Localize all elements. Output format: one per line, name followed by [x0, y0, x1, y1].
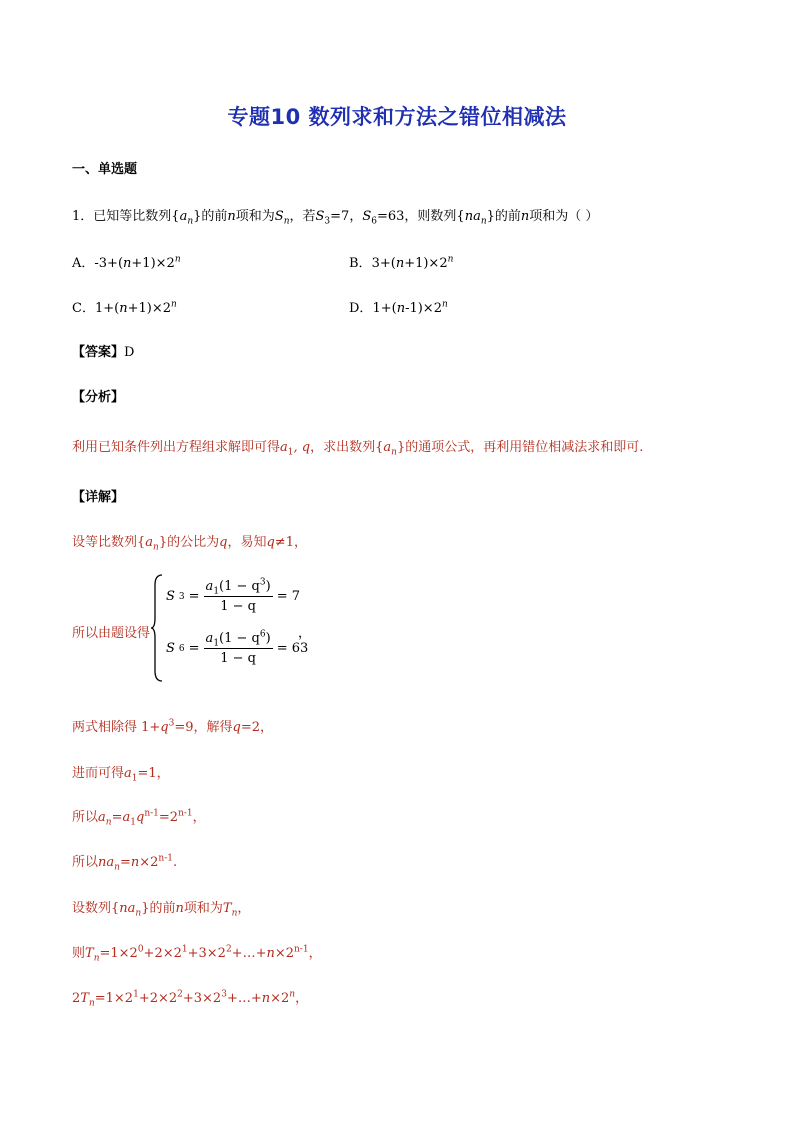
fraction-s3: $\frac{a_1(1 - q^3)}{1 - q}$ [205, 577, 271, 614]
option-a[interactable]: A．$-3+(n+1)\times 2^n$ [72, 254, 181, 271]
detail-line-8: 则$T_n=1\times 2^0+2\times 2^1+3\times 2^2+\dots+n\times 2^{n-1}$， [72, 944, 322, 964]
answer-value: D [124, 345, 135, 360]
detail-line-5: 所以$a_n=a_1q^{n-1}=2^{n-1}$， [72, 808, 206, 828]
detail-line-1: 设等比数列$\{a_n\}$的公比为q，易知q≠1， [72, 535, 307, 553]
detail-line-9: $2T_n=1\times 2^1+2\times 2^2+3\times 2^3+\dots+n\times 2^n$， [72, 989, 309, 1009]
fraction-s6: $\frac{a_1(1 - q^6)}{1 - q}$ [205, 629, 271, 666]
equation-s6: S 6 = $\frac{a_1(1 - q^6)}{1 - q}$ = 63 [166, 629, 309, 666]
detail-line-7: 设数列$\{na_n\}$的前n项和为$T_n$， [72, 901, 251, 919]
analysis-text: 利用已知条件列出方程组求解即可得$a_1$, q，求出数列$\{a_n\}$的通项公式，再利用错位相减法求和即可. [72, 440, 644, 458]
detail-line-4: 进而可得$a_1=1$， [72, 766, 170, 784]
detail-line-3: 两式相除得 $1+q^3=9$，解得q=2， [72, 718, 274, 735]
question-text: 1．已知等比数列$\{a_n\}$的前n项和为$S_n$，若$S_3=7$，$S_6=63$，则数列$\{na_n\}$的前n项和为（ ） [72, 209, 599, 227]
option-d[interactable]: D．$1+(n-1)\times 2^n$ [349, 299, 448, 316]
page-title: 专题10 数列求和方法之错位相减法 [227, 105, 567, 129]
section-heading: 一、单选题 [72, 162, 138, 177]
answer-line [72, 341, 134, 360]
left-brace-icon [150, 573, 164, 683]
equation-comma: ， [298, 626, 312, 641]
equation-system [150, 573, 310, 683]
option-b[interactable]: B．$3+(n+1)\times 2^n$ [349, 254, 454, 271]
analysis-label: 【分析】 [72, 390, 125, 405]
equation-s3: S 3 = $\frac{a_1(1 - q^3)}{1 - q}$ = 7 [166, 577, 300, 614]
option-c[interactable]: C．$1+(n+1)\times 2^n$ [72, 299, 177, 316]
detail-line-6: 所以$na_n=n\times 2^{n-1}$. [72, 853, 178, 873]
answer-label: 【答案】 [72, 345, 125, 360]
detail-line-2: 所以由题设得 [72, 626, 151, 641]
detail-label: 【详解】 [72, 490, 125, 505]
